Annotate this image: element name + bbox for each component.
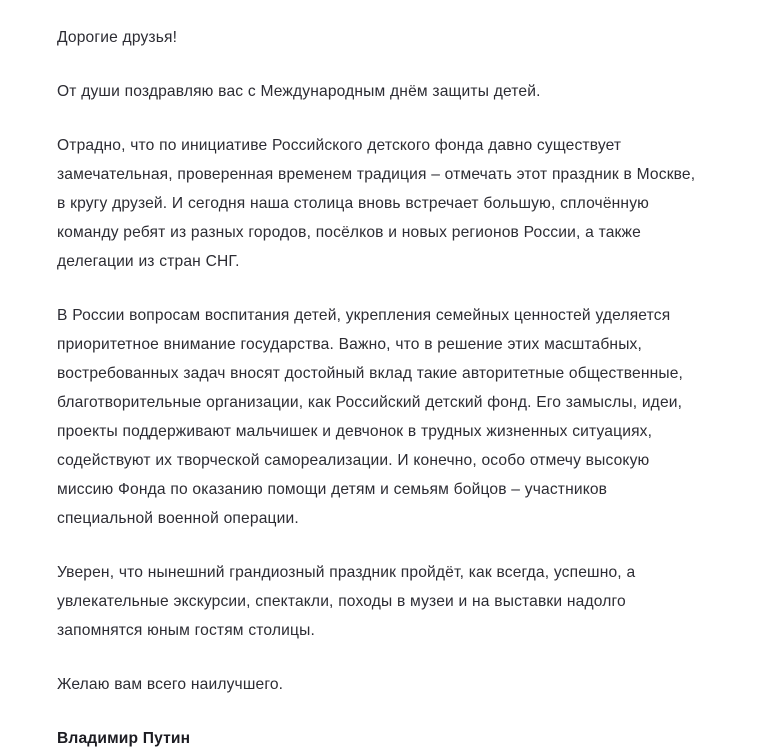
letter-paragraph-2: Отрадно, что по инициативе Российского детского фонда давно существует замечательная, проверенная временем традиция – отмечать этот праздник в Москве, в кругу друзей. И сегодня наша столица вновь встречает большую, сплочённую команду ребят из разных городов, посёлков и новых регионов России, а также делегации из стран СНГ. bbox=[57, 137, 700, 270]
letter-body bbox=[57, 23, 707, 753]
letter-paragraph-4: Уверен, что нынешний грандиозный праздник пройдёт, как всегда, успешно, а увлекательные экскурсии, спектакли, походы в музеи и на выставки надолго запомнятся юным гостям столицы. bbox=[57, 564, 640, 639]
letter-paragraph-1: От души поздравляю вас с Международным днём защиты детей. bbox=[57, 83, 541, 100]
letter-paragraph-3: В России вопросам воспитания детей, укрепления семейных ценностей уделяется приоритетное внимание государства. Важно, что в решение этих масштабных, востребованных задач вносят достойный вклад такие авторитетные общественные, благотворительные организации, как Российский детский фонд. Его замыслы, идеи, проекты поддерживают мальчишек и девчонок в трудных жизненных ситуациях, содействуют их творческой самореализации. И конечно, особо отмечу высокую миссию Фонда по оказанию помощи детям и семьям бойцов – участников специальной военной операции. bbox=[57, 307, 688, 527]
letter-signature: Владимир Путин bbox=[57, 730, 191, 747]
letter-greeting: Дорогие друзья! bbox=[57, 29, 178, 46]
letter-paragraph-5: Желаю вам всего наилучшего. bbox=[57, 676, 284, 693]
